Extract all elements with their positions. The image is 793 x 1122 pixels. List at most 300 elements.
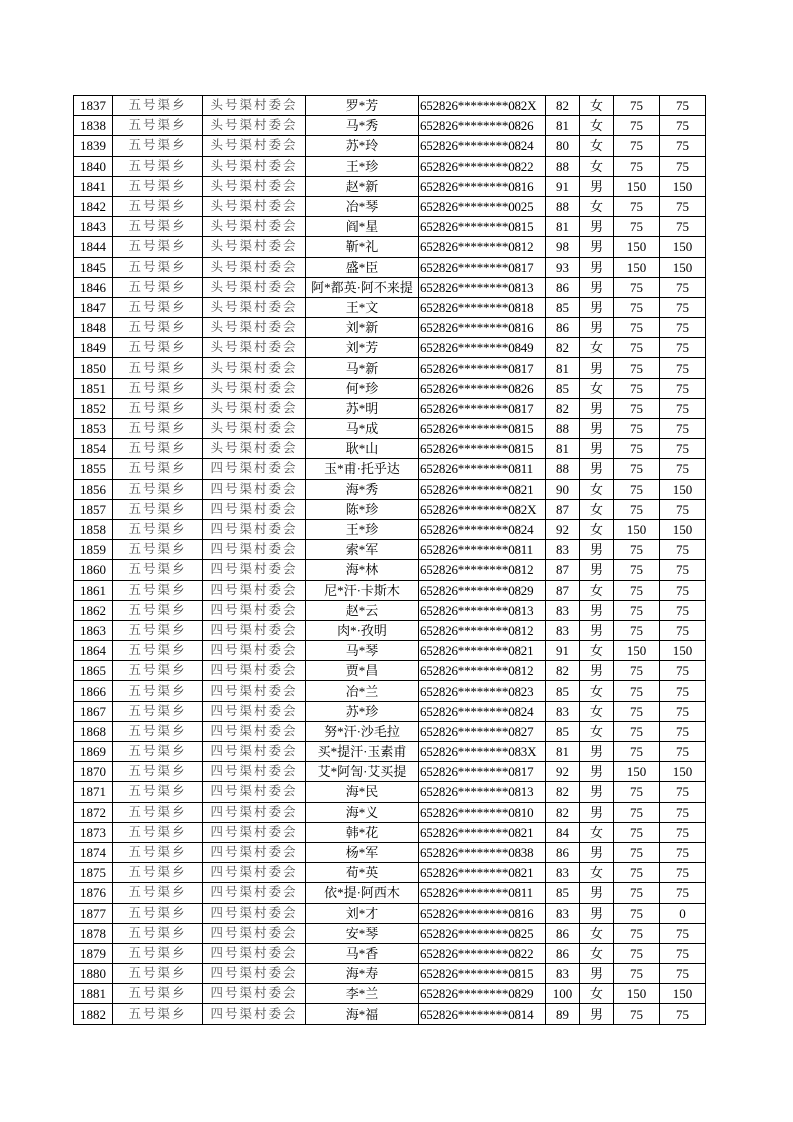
paid-amount-cell: 75 [660,802,706,822]
village-committee-cell: 四号渠村委会 [203,661,306,681]
gender-cell: 女 [580,822,614,842]
person-name-cell: 海*民 [306,782,419,802]
village-committee-cell: 四号渠村委会 [203,681,306,701]
row-number-cell: 1859 [74,540,113,560]
table-row [74,136,706,156]
paid-amount-cell: 150 [660,641,706,661]
standard-amount-cell: 75 [614,479,660,499]
paid-amount-cell: 75 [660,439,706,459]
village-committee-cell: 四号渠村委会 [203,540,306,560]
standard-amount-cell: 75 [614,560,660,580]
village-committee-cell: 四号渠村委会 [203,560,306,580]
id-number-cell: 652826********0818 [419,297,546,317]
row-number-cell: 1845 [74,257,113,277]
id-number-cell: 652826********082X [419,96,546,116]
township-cell: 五号渠乡 [113,661,203,681]
person-name-cell: 阎*星 [306,217,419,237]
row-number-cell: 1837 [74,96,113,116]
id-number-cell: 652826********0816 [419,903,546,923]
person-name-cell: 海*秀 [306,479,419,499]
row-number-cell: 1839 [74,136,113,156]
id-number-cell: 652826********0829 [419,580,546,600]
row-number-cell: 1871 [74,782,113,802]
paid-amount-cell: 75 [660,721,706,741]
township-cell: 五号渠乡 [113,479,203,499]
person-name-cell: 赵*云 [306,600,419,620]
township-cell: 五号渠乡 [113,419,203,439]
village-committee-cell: 四号渠村委会 [203,883,306,903]
gender-cell: 男 [580,842,614,862]
township-cell: 五号渠乡 [113,863,203,883]
paid-amount-cell: 75 [660,277,706,297]
row-number-cell: 1858 [74,519,113,539]
township-cell: 五号渠乡 [113,883,203,903]
table-row [74,842,706,862]
person-name-cell: 艾*阿訇·艾买提 [306,762,419,782]
gender-cell: 女 [580,96,614,116]
id-number-cell: 652826********0816 [419,176,546,196]
row-number-cell: 1864 [74,641,113,661]
id-number-cell: 652826********0817 [419,762,546,782]
gender-cell: 男 [580,419,614,439]
village-committee-cell: 头号渠村委会 [203,257,306,277]
row-number-cell: 1875 [74,863,113,883]
id-number-cell: 652826********0811 [419,459,546,479]
id-number-cell: 652826********0815 [419,419,546,439]
village-committee-cell: 四号渠村委会 [203,822,306,842]
gender-cell: 女 [580,116,614,136]
id-number-cell: 652826********0825 [419,923,546,943]
gender-cell: 男 [580,600,614,620]
gender-cell: 女 [580,721,614,741]
gender-cell: 男 [580,176,614,196]
standard-amount-cell: 75 [614,318,660,338]
table-row [74,237,706,257]
standard-amount-cell: 75 [614,459,660,479]
township-cell: 五号渠乡 [113,297,203,317]
village-committee-cell: 头号渠村委会 [203,136,306,156]
person-name-cell: 安*琴 [306,923,419,943]
table-row [74,701,706,721]
village-committee-cell: 头号渠村委会 [203,318,306,338]
row-number-cell: 1878 [74,923,113,943]
person-name-cell: 阿*都英·阿不来提 [306,277,419,297]
village-committee-cell: 四号渠村委会 [203,600,306,620]
table-row [74,459,706,479]
person-name-cell: 苏*珍 [306,701,419,721]
standard-amount-cell: 75 [614,96,660,116]
person-name-cell: 索*军 [306,540,419,560]
row-number-cell: 1862 [74,600,113,620]
township-cell: 五号渠乡 [113,439,203,459]
paid-amount-cell: 150 [660,176,706,196]
age-cell: 83 [546,701,580,721]
village-committee-cell: 四号渠村委会 [203,459,306,479]
table-row [74,479,706,499]
township-cell: 五号渠乡 [113,116,203,136]
standard-amount-cell: 75 [614,136,660,156]
id-number-cell: 652826********0816 [419,318,546,338]
paid-amount-cell: 75 [660,96,706,116]
table-row [74,439,706,459]
age-cell: 81 [546,439,580,459]
paid-amount-cell: 75 [660,378,706,398]
person-name-cell: 刘*才 [306,903,419,923]
id-number-cell: 652826********0821 [419,641,546,661]
table-row [74,338,706,358]
id-number-cell: 652826********082X [419,499,546,519]
age-cell: 83 [546,620,580,640]
table-row [74,883,706,903]
gender-cell: 女 [580,863,614,883]
paid-amount-cell: 75 [660,318,706,338]
person-name-cell: 努*汗·沙毛拉 [306,721,419,741]
township-cell: 五号渠乡 [113,984,203,1004]
paid-amount-cell: 75 [660,964,706,984]
village-committee-cell: 四号渠村委会 [203,842,306,862]
gender-cell: 男 [580,217,614,237]
row-number-cell: 1852 [74,398,113,418]
township-cell: 五号渠乡 [113,802,203,822]
village-committee-cell: 四号渠村委会 [203,580,306,600]
township-cell: 五号渠乡 [113,459,203,479]
table-body [74,96,706,1025]
id-number-cell: 652826********0817 [419,398,546,418]
age-cell: 83 [546,863,580,883]
id-number-cell: 652826********0824 [419,519,546,539]
age-cell: 86 [546,943,580,963]
age-cell: 88 [546,196,580,216]
gender-cell: 男 [580,318,614,338]
paid-amount-cell: 75 [660,136,706,156]
standard-amount-cell: 75 [614,338,660,358]
row-number-cell: 1851 [74,378,113,398]
township-cell: 五号渠乡 [113,156,203,176]
id-number-cell: 652826********0826 [419,116,546,136]
standard-amount-cell: 150 [614,257,660,277]
age-cell: 85 [546,721,580,741]
village-committee-cell: 四号渠村委会 [203,923,306,943]
table-row [74,519,706,539]
person-name-cell: 王*珍 [306,156,419,176]
paid-amount-cell: 75 [660,196,706,216]
paid-amount-cell: 75 [660,459,706,479]
standard-amount-cell: 75 [614,540,660,560]
table-row [74,863,706,883]
gender-cell: 男 [580,620,614,640]
standard-amount-cell: 75 [614,398,660,418]
gender-cell: 男 [580,237,614,257]
standard-amount-cell: 75 [614,378,660,398]
id-number-cell: 652826********0826 [419,378,546,398]
gender-cell: 女 [580,338,614,358]
gender-cell: 女 [580,479,614,499]
paid-amount-cell: 75 [660,217,706,237]
paid-amount-cell: 150 [660,257,706,277]
village-committee-cell: 头号渠村委会 [203,196,306,216]
row-number-cell: 1843 [74,217,113,237]
id-number-cell: 652826********0813 [419,277,546,297]
row-number-cell: 1857 [74,499,113,519]
table-row [74,721,706,741]
age-cell: 81 [546,358,580,378]
standard-amount-cell: 75 [614,277,660,297]
gender-cell: 男 [580,742,614,762]
village-committee-cell: 四号渠村委会 [203,479,306,499]
village-committee-cell: 四号渠村委会 [203,641,306,661]
village-committee-cell: 头号渠村委会 [203,277,306,297]
age-cell: 83 [546,600,580,620]
id-number-cell: 652826********0813 [419,600,546,620]
village-committee-cell: 四号渠村委会 [203,964,306,984]
standard-amount-cell: 75 [614,358,660,378]
paid-amount-cell: 75 [660,540,706,560]
person-name-cell: 马*新 [306,358,419,378]
paid-amount-cell: 75 [660,419,706,439]
table-row [74,196,706,216]
person-name-cell: 荀*英 [306,863,419,883]
standard-amount-cell: 75 [614,863,660,883]
gender-cell: 女 [580,641,614,661]
standard-amount-cell: 75 [614,681,660,701]
gender-cell: 女 [580,136,614,156]
id-number-cell: 652826********0811 [419,883,546,903]
standard-amount-cell: 75 [614,196,660,216]
gender-cell: 女 [580,156,614,176]
row-number-cell: 1853 [74,419,113,439]
row-number-cell: 1869 [74,742,113,762]
id-number-cell: 652826********0822 [419,943,546,963]
village-committee-cell: 四号渠村委会 [203,903,306,923]
person-name-cell: 马*成 [306,419,419,439]
township-cell: 五号渠乡 [113,398,203,418]
gender-cell: 男 [580,782,614,802]
row-number-cell: 1847 [74,297,113,317]
village-committee-cell: 四号渠村委会 [203,984,306,1004]
gender-cell: 女 [580,378,614,398]
age-cell: 82 [546,338,580,358]
person-name-cell: 贾*昌 [306,661,419,681]
row-number-cell: 1876 [74,883,113,903]
township-cell: 五号渠乡 [113,742,203,762]
township-cell: 五号渠乡 [113,540,203,560]
age-cell: 86 [546,277,580,297]
row-number-cell: 1844 [74,237,113,257]
table-row [74,499,706,519]
row-number-cell: 1846 [74,277,113,297]
standard-amount-cell: 75 [614,943,660,963]
paid-amount-cell: 75 [660,156,706,176]
table-row [74,176,706,196]
standard-amount-cell: 75 [614,883,660,903]
table-row [74,661,706,681]
id-number-cell: 652826********0814 [419,1004,546,1024]
table-row [74,964,706,984]
age-cell: 90 [546,479,580,499]
age-cell: 83 [546,540,580,560]
paid-amount-cell: 75 [660,842,706,862]
paid-amount-cell: 150 [660,984,706,1004]
village-committee-cell: 头号渠村委会 [203,237,306,257]
township-cell: 五号渠乡 [113,318,203,338]
row-number-cell: 1849 [74,338,113,358]
standard-amount-cell: 75 [614,620,660,640]
row-number-cell: 1877 [74,903,113,923]
age-cell: 86 [546,318,580,338]
township-cell: 五号渠乡 [113,378,203,398]
table-row [74,681,706,701]
id-number-cell: 652826********0815 [419,217,546,237]
table-row [74,398,706,418]
paid-amount-cell: 75 [660,863,706,883]
row-number-cell: 1842 [74,196,113,216]
person-name-cell: 尼*汗·卡斯木 [306,580,419,600]
standard-amount-cell: 75 [614,499,660,519]
id-number-cell: 652826********0817 [419,358,546,378]
township-cell: 五号渠乡 [113,620,203,640]
row-number-cell: 1860 [74,560,113,580]
age-cell: 85 [546,681,580,701]
age-cell: 82 [546,398,580,418]
subsidy-roster-table [73,95,706,1025]
person-name-cell: 罗*芳 [306,96,419,116]
row-number-cell: 1880 [74,964,113,984]
person-name-cell: 买*提汗·玉素甫 [306,742,419,762]
age-cell: 91 [546,176,580,196]
standard-amount-cell: 150 [614,762,660,782]
gender-cell: 男 [580,883,614,903]
person-name-cell: 陈*珍 [306,499,419,519]
id-number-cell: 652826********0827 [419,721,546,741]
township-cell: 五号渠乡 [113,762,203,782]
person-name-cell: 杨*军 [306,842,419,862]
village-committee-cell: 四号渠村委会 [203,1004,306,1024]
age-cell: 85 [546,297,580,317]
table-row [74,156,706,176]
gender-cell: 男 [580,802,614,822]
id-number-cell: 652826********0829 [419,984,546,1004]
standard-amount-cell: 75 [614,701,660,721]
village-committee-cell: 头号渠村委会 [203,419,306,439]
gender-cell: 女 [580,923,614,943]
age-cell: 84 [546,822,580,842]
village-committee-cell: 头号渠村委会 [203,297,306,317]
row-number-cell: 1854 [74,439,113,459]
row-number-cell: 1861 [74,580,113,600]
standard-amount-cell: 75 [614,822,660,842]
township-cell: 五号渠乡 [113,641,203,661]
table-row [74,116,706,136]
table-row [74,984,706,1004]
standard-amount-cell: 75 [614,721,660,741]
paid-amount-cell: 75 [660,358,706,378]
paid-amount-cell: 150 [660,479,706,499]
row-number-cell: 1848 [74,318,113,338]
table-row [74,419,706,439]
village-committee-cell: 四号渠村委会 [203,701,306,721]
village-committee-cell: 四号渠村委会 [203,762,306,782]
township-cell: 五号渠乡 [113,782,203,802]
township-cell: 五号渠乡 [113,338,203,358]
paid-amount-cell: 75 [660,580,706,600]
table-row [74,782,706,802]
age-cell: 81 [546,742,580,762]
paid-amount-cell: 75 [660,701,706,721]
gender-cell: 男 [580,762,614,782]
table-row [74,822,706,842]
paid-amount-cell: 75 [660,600,706,620]
person-name-cell: 刘*新 [306,318,419,338]
paid-amount-cell: 75 [660,782,706,802]
table-row [74,923,706,943]
standard-amount-cell: 75 [614,842,660,862]
township-cell: 五号渠乡 [113,176,203,196]
person-name-cell: 海*寿 [306,964,419,984]
person-name-cell: 肉*·孜明 [306,620,419,640]
id-number-cell: 652826********0815 [419,964,546,984]
row-number-cell: 1840 [74,156,113,176]
standard-amount-cell: 150 [614,519,660,539]
table-row [74,943,706,963]
age-cell: 83 [546,903,580,923]
gender-cell: 女 [580,943,614,963]
village-committee-cell: 四号渠村委会 [203,721,306,741]
table-row [74,297,706,317]
age-cell: 82 [546,802,580,822]
person-name-cell: 耿*山 [306,439,419,459]
gender-cell: 男 [580,439,614,459]
township-cell: 五号渠乡 [113,822,203,842]
table-row [74,903,706,923]
id-number-cell: 652826********083X [419,742,546,762]
row-number-cell: 1868 [74,721,113,741]
person-name-cell: 苏*玲 [306,136,419,156]
village-committee-cell: 四号渠村委会 [203,742,306,762]
age-cell: 93 [546,257,580,277]
row-number-cell: 1855 [74,459,113,479]
id-number-cell: 652826********0821 [419,479,546,499]
gender-cell: 女 [580,519,614,539]
paid-amount-cell: 150 [660,762,706,782]
standard-amount-cell: 75 [614,580,660,600]
person-name-cell: 韩*花 [306,822,419,842]
township-cell: 五号渠乡 [113,136,203,156]
age-cell: 92 [546,519,580,539]
table-row [74,217,706,237]
id-number-cell: 652826********0817 [419,257,546,277]
age-cell: 87 [546,580,580,600]
age-cell: 87 [546,499,580,519]
gender-cell: 女 [580,196,614,216]
table-row [74,620,706,640]
gender-cell: 男 [580,560,614,580]
person-name-cell: 海*义 [306,802,419,822]
gender-cell: 男 [580,661,614,681]
row-number-cell: 1865 [74,661,113,681]
person-name-cell: 苏*明 [306,398,419,418]
township-cell: 五号渠乡 [113,560,203,580]
gender-cell: 男 [580,540,614,560]
standard-amount-cell: 75 [614,156,660,176]
age-cell: 85 [546,378,580,398]
table-row [74,257,706,277]
table-row [74,580,706,600]
age-cell: 88 [546,156,580,176]
paid-amount-cell: 75 [660,499,706,519]
village-committee-cell: 四号渠村委会 [203,802,306,822]
age-cell: 100 [546,984,580,1004]
id-number-cell: 652826********0811 [419,540,546,560]
